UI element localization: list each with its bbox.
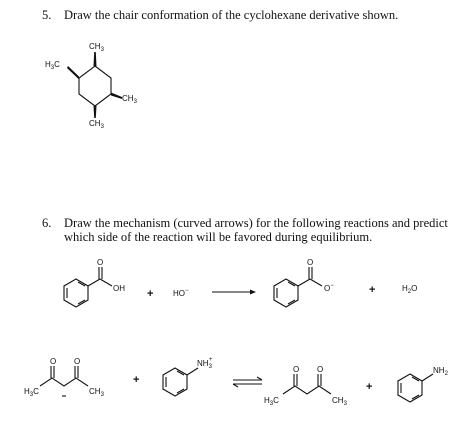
plus-sign: + <box>147 288 154 300</box>
methyl-label: $H_3C$ <box>24 387 39 398</box>
aniline <box>398 366 449 402</box>
carbonyl-oxygen-label: O <box>74 357 81 366</box>
question-text: Draw the chair conformation of the cyclohexane derivative shown. <box>64 8 399 22</box>
anilinium-ion <box>163 357 213 396</box>
carbonyl-oxygen-label: O <box>50 357 57 366</box>
equilibrium-arrow <box>233 377 262 387</box>
wedge-bond-top <box>94 52 97 66</box>
hydroxide-label: HO− <box>173 288 189 298</box>
benzene-ring <box>163 368 187 396</box>
methyl-right-label: $CH_3$ <box>122 94 137 105</box>
cyclohexane-derivative <box>45 42 138 130</box>
wedge-bond-right <box>111 93 122 100</box>
benzoic-acid <box>64 258 125 307</box>
plus-sign: + <box>366 381 373 393</box>
methyl-left-label: $H_3C$ <box>45 60 60 71</box>
question-text-line-2: which side of the reaction will be favored during equilibrium. <box>64 230 373 244</box>
water-label: $H_2O$ <box>402 284 418 295</box>
pentanedione-enolate <box>264 365 348 407</box>
benzene-ring <box>274 279 298 307</box>
plus-sign: + <box>369 284 376 296</box>
carboxylate-oxygen-label: O− <box>324 283 334 293</box>
ammonium-label: $NH_3+$ <box>197 357 213 370</box>
question-number: 6. <box>42 216 52 230</box>
benzene-ring <box>398 374 422 402</box>
carbonyl-oxygen-label: O <box>293 365 300 374</box>
plus-sign: + <box>133 374 140 386</box>
amine-label: $NH_2$ <box>433 366 448 377</box>
wedge-bond-left <box>67 66 79 80</box>
benzene-ring <box>64 279 88 307</box>
forward-reaction-arrow <box>212 290 256 295</box>
benzoate-anion <box>274 258 334 307</box>
cyclohexane-ring <box>79 66 111 106</box>
carbonyl-oxygen-label: O <box>97 258 104 267</box>
carbonyl-oxygen-label: O <box>307 258 314 267</box>
pentanedione <box>24 357 105 398</box>
methyl-label: $CH_3$ <box>332 396 347 407</box>
wedge-bond-bottom <box>94 106 97 118</box>
hydroxyl-label: OH <box>113 284 125 293</box>
carbonyl-oxygen-label: O <box>317 365 324 374</box>
methyl-label: $H_3C$ <box>264 396 279 407</box>
methyl-top-label: $CH_3$ <box>89 42 104 53</box>
question-text-line-1: Draw the mechanism (curved arrows) for the following reactions and predict <box>64 216 448 230</box>
question-number: 5. <box>42 8 52 22</box>
methyl-label: $CH_3$ <box>89 387 104 398</box>
methyl-bottom-label: $CH_3$ <box>89 119 104 130</box>
